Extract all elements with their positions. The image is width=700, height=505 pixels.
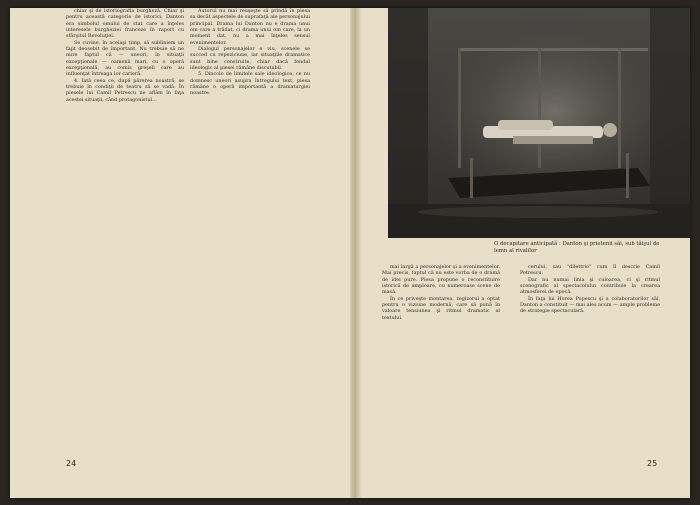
paragraph: cerului, sau "dilettrio" cum îl descrie Camil Petrescu. [520,264,660,277]
page-number-right: 25 [647,459,658,468]
paragraph: Se cuvine, în acelaşi timp, să subliniem un fapt deosebit de important. Nu trebuie să ne mire faptul că — uneori, în situaţii excepţionale — oamenii mari, cu o operă excepţională, au comis greşeli care au influenţat întreaga lor carieră. [66,39,184,78]
left-column-2 [190,8,310,456]
paragraph: În faţa lui Horea Popescu şi a colaboratorilor săi, Danton a constituit — mai ales acum — ample probleme de strategie spectaculară. [520,295,660,315]
paragraph: Dialogul personajelor e viu, scenele se succed cu repeziciune, iar situaţiile dramatice sunt bine construite, chiar dacă fondul ideologic al piesei rămâne discutabil. [190,46,310,72]
page-number-left: 24 [66,459,77,468]
paragraph: Autorul nu mai reuşeşte să prindă în piesa sa decât aspectele de suprafaţă ale personajului principal. Drama lui Danton nu e drama unui om care a trădat, ci drama unui om care, la un moment dat, nu a mai înţeles sensul evenimentelor. [190,8,310,46]
stage-photo [388,8,690,238]
paragraph: 5. Dincolo de limitele sale ideologice, ce nu domnesc uneori asupra întregului text, piesa rămâne o operă importantă a dramaturgiei noastre. [190,71,310,97]
left-page [10,8,350,498]
paragraph: Dar nu numai linia şi culoarea, ci şi ritmul scenografic al spectacolului contribuie la crearea atmosferei de epocă. [520,276,660,296]
right-column-1 [382,264,500,459]
stage-photo-image [388,8,690,238]
paragraph: chiar şi de istoriografia burgheză. Chiar şi pentru această categorie de istorici, Danton era simbolul omului de stat care a înţeles interesele burgheziei franceze în raport cu sfârşitul Revoluţiei. [66,8,184,40]
book-spread [10,8,690,498]
paragraph: mai largă a personajelor şi a evenimentelor. Mai precis, faptul că nu este vorba de o dramă de idei pure. Piesa propune o reconstituire istorică de amploare, cu numeroase scene de masă. [382,264,500,296]
book-gutter [350,8,362,498]
paragraph: În ce priveşte montarea, regizorul a optat pentru o viziune modernă, care să pună în valoare tensiunea şi ritmul dramatic al textului. [382,295,500,321]
left-column-1 [66,8,184,456]
photo-caption: O decapitare anticipată : Danton şi prietenii săi, sub tăişul de lemn al rivalilor [494,241,660,254]
paragraph: 4. Iată ceea ce, după părerea noastră, se trebuie în condiţii de teatru să se vadă. În piesele lui Camil Petrescu ne aflăm în faţa acestei situaţii, când protagonistul... [66,77,184,103]
right-page [362,8,690,498]
right-column-2 [520,264,660,459]
